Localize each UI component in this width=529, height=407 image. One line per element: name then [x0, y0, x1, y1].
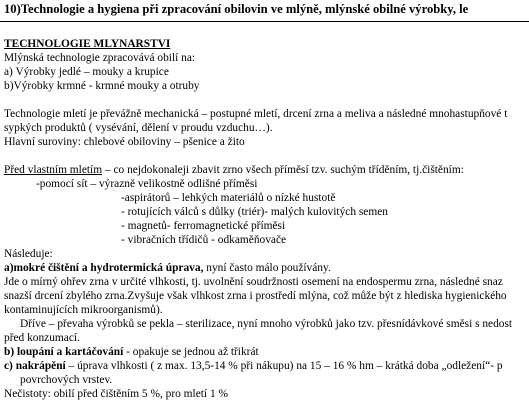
item-a-line-2: snazší drcení zbylého zrna.Zvyšuje však vlhkost zrna i prostředí mlýna, což může být z hlediska hygienického: [4, 290, 507, 302]
cleaning-item-vibration: - vibračních třídičů - odkaměňovače: [121, 234, 287, 246]
intro-line-3: b)Výrobky krmné - krmné mouky a otruby: [4, 80, 200, 92]
cleaning-heading-underlined: Před vlastním mletím: [4, 164, 103, 176]
item-c-line-2: povrchových vrstev.: [20, 374, 113, 386]
item-a-line-4: Dříve – převaha výrobků se pekla – sterilizace, nyní mnoho výrobků jako tzv. přesnídávkové směsi s nedost: [20, 318, 513, 330]
cleaning-heading-rest: – co nejdokonaleji zbavit zrno všech příměsí tzv. suchým tříděním, tj.čištěním:: [102, 164, 464, 176]
cleaning-item-sieves: -pomocí sít – výrazně velikostně odlišné příměsi: [36, 178, 258, 190]
item-b: [4, 346, 259, 359]
tech-line-2: sypkých produktů ( vysévání, dělení v proudu vzduchu…).: [4, 122, 273, 134]
item-a-heading: [4, 262, 331, 275]
intro-line-1: Mlýnská technologie zpracovává obilí na:: [4, 52, 196, 64]
item-a-line-3: kontaminujících mikroorganismů).: [4, 304, 163, 316]
item-a-label: a)mokré čištění a hydrotermická úprava,: [4, 262, 204, 274]
item-c-rest: – úprava vlhkosti ( z max. 13,5-14 % při nákupu) na 15 – 16 % hm – krátká doba „odležení“- p: [65, 360, 503, 372]
item-c: [4, 360, 503, 373]
item-a-line-1: Jde o mírný ohřev zrna v určité vlhkosti, tj. uvolnění soudržnosti osemení na endospermu zrna, následné snaz: [4, 276, 503, 288]
tech-line-3: Hlavní suroviny: chlebové obiloviny – pšenice a žito: [4, 136, 245, 148]
cleaning-item-trier: - rotujících válců s důlky (triér)- malých kulovitých semen: [121, 206, 388, 218]
item-a-rest: nyní často málo používány.: [203, 262, 331, 274]
tech-line-1: Technologie mletí je převážně mechanická – postupné mletí, drcení zrna a meliva a následné mnohastupňové t: [4, 108, 508, 120]
item-b-label: b) loupání a kartáčování: [4, 346, 124, 358]
item-c-label: c) nakrápění: [4, 360, 66, 372]
cleaning-item-aspirators: -aspirátorů – lehkých materiálů o nízké hustotě: [121, 192, 336, 204]
intro-line-2: a) Výrobky jedlé – mouky a krupice: [4, 66, 169, 78]
section-heading: TECHNOLOGIE MLYNARSTVI: [4, 38, 171, 50]
cleaning-item-magnets: - magnetů- ferromagnetické příměsi: [121, 220, 286, 232]
item-a-line-5: před konzumací.: [4, 332, 80, 344]
document-title: 10)Technologie a hygiena při zpracování obilovin ve mlýně, mlýnské obilné výrobky, le: [4, 2, 469, 16]
following-label: Následuje:: [4, 248, 53, 260]
title-underline: [0, 21, 529, 22]
item-b-rest: - opakuje se jednou až třikrát: [123, 346, 259, 358]
cleaning-heading: [4, 164, 464, 177]
impurities-line: Nečistoty: obilí před čištěním 5 %, pro mletí 1 %: [4, 388, 228, 400]
